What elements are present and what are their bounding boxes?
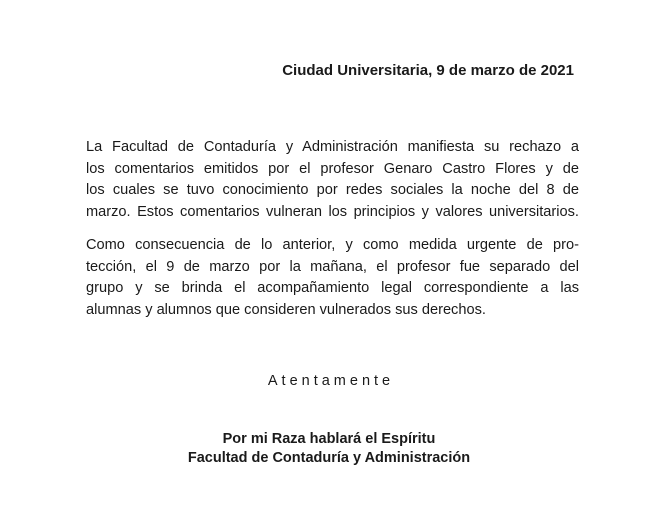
paragraph-line: los cuales se tuvo conocimiento por redes sociales la noche del 8 de <box>86 182 579 198</box>
paragraph-line: Como consecuencia de lo anterior, y como medida urgente de pro- <box>86 237 579 253</box>
date-line: Ciudad Universitaria, 9 de marzo de 2021 <box>282 62 574 79</box>
paragraph-line: grupo y se brinda el acompañamiento legal correspondiente a las <box>86 280 579 296</box>
closing-salutation <box>0 373 658 389</box>
paragraph-consequence <box>86 235 579 321</box>
paragraph-line: La Facultad de Contaduría y Administración manifiesta su rechazo a <box>86 139 579 155</box>
faculty-name: Facultad de Contaduría y Administración <box>187 450 471 466</box>
closing-text: Atentamente <box>267 373 395 389</box>
motto-line: Por mi Raza hablará el Espíritu <box>222 431 436 447</box>
paragraph-line: tección, el 9 de marzo por la mañana, el profesor fue separado del <box>86 258 579 275</box>
paragraph-rejection <box>86 137 579 223</box>
paragraph-line: alumnas y alumnos que consideren vulnerados sus derechos. <box>86 301 486 318</box>
paragraph-line: marzo. Estos comentarios vulneran los principios y valores universitarios. <box>86 203 579 220</box>
signature-block <box>0 430 658 468</box>
paragraph-line: los comentarios emitidos por el profesor Genaro Castro Flores y de <box>86 160 579 177</box>
